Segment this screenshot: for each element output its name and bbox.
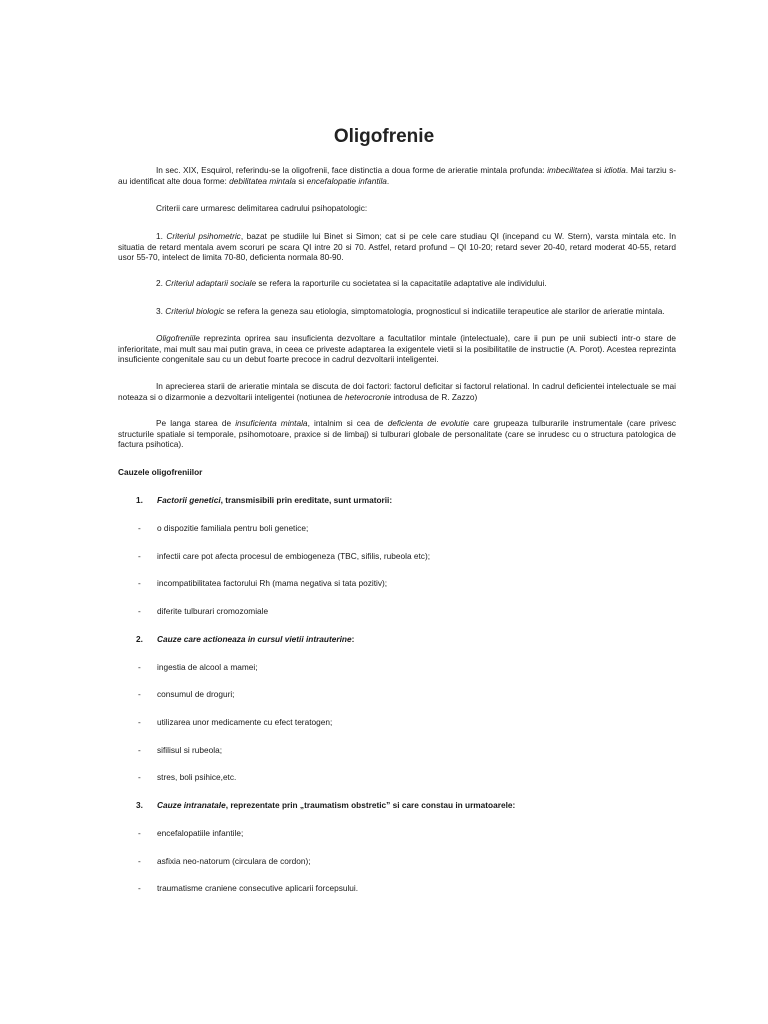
bullet-dash: - (138, 689, 141, 699)
text-italic: Cauze intranatale (157, 800, 226, 810)
text: , transmisibili prin ereditate, sunt urmatorii: (220, 495, 393, 505)
text: 1. (156, 231, 167, 241)
text: 2. (156, 278, 166, 288)
section-title (157, 495, 392, 505)
list-item: utilizarea unor medicamente cu efect teratogen; (157, 717, 333, 727)
bullet-dash: - (138, 717, 141, 727)
list-item: incompatibilitatea factorului Rh (mama negativa si tata pozitiv); (157, 578, 388, 588)
section-number: 3. (136, 800, 143, 810)
text-italic: debilitatea mintala (229, 175, 297, 186)
criterion-2 (118, 278, 676, 289)
text-italic: heterocronie (344, 391, 392, 402)
criterii-intro (118, 203, 676, 214)
text: 3. (156, 306, 166, 316)
text: : (351, 634, 355, 644)
text-italic: insuficienta mintala (235, 418, 308, 428)
bullet-dash: - (138, 856, 141, 866)
text: care grupeaza tulburarile instrumentale (care privesc structurile spatiale si temporale, psihomotoare, praxice si de limbaj) si tulburari globale de personalitate (care se inrudesc cu o structura patologica de factura psihotica). (118, 418, 676, 450)
text-italic: Oligofreniile (156, 333, 200, 343)
text: In aprecierea starii de arieratie mintala se discuta de doi factori: factorul deficitar si factorul relational. In cadrul deficientei intelectuale se mai noteaza si o dizarmonie a dezvoltarii inteligentei (notiunea de (118, 381, 676, 402)
list-item: encefalopatiile infantile; (157, 828, 244, 838)
bullet-dash: - (138, 523, 141, 533)
list-item: ingestia de alcool a mamei; (157, 662, 258, 672)
section-number: 2. (136, 634, 143, 644)
bullet-dash: - (138, 551, 141, 561)
text: , reprezentate prin „traumatism obstretic” si care constau in urmatoarele: (225, 800, 516, 810)
list-item: infectii care pot afecta procesul de embiogeneza (TBC, sifilis, rubeola etc); (157, 551, 431, 561)
text-italic: Criteriul psihometric (166, 231, 241, 241)
text: , bazat pe studiile lui Binet si Simon; cat si pe cele care studiau QI (incepand cu W. Stern), varsta mintala etc. In situatia de retard mentala avem scoruri pe scara QI intre 20 si 70. Astfel, retard profund – QI 10-20; retard sever 20-40, retard moderat 40-55, retard usor 55-70, intelect de limita 70-80, deficienta normala 80-90. (118, 231, 676, 263)
text: Criterii care urmaresc delimitarea cadrului psihopatologic: (156, 203, 368, 213)
bullet-dash: - (138, 606, 141, 616)
section-title (157, 634, 354, 644)
text-italic: Criteriul biologic (165, 306, 225, 316)
bullet-dash: - (138, 883, 141, 893)
text-italic: idiotia (604, 165, 626, 175)
text: . Mai tarziu s-au identificat alte doua forme: (118, 165, 676, 186)
bullet-dash: - (138, 578, 141, 588)
text: Pe langa starea de (156, 418, 236, 428)
list-item: stres, boli psihice,etc. (157, 772, 237, 782)
intro-paragraph (118, 165, 676, 186)
list-item: asfixia neo-natorum (circulara de cordon); (157, 856, 311, 866)
text-italic: Cauze care actioneaza in cursul vietii intrauterine (157, 634, 352, 644)
list-item: diferite tulburari cromozomiale (157, 606, 269, 616)
bullet-dash: - (138, 745, 141, 755)
list-item: consumul de droguri; (157, 689, 235, 699)
definition-paragraph (118, 333, 676, 365)
criterion-1 (118, 231, 676, 263)
text: , intalnim si cea de (307, 418, 388, 428)
bullet-dash: - (138, 828, 141, 838)
section-number: 1. (136, 495, 143, 505)
text-italic: imbecilitatea (547, 165, 594, 175)
section-heading: Cauzele oligofreniilor (118, 467, 203, 477)
criterion-3 (118, 306, 676, 317)
pe-langa-paragraph (118, 418, 676, 450)
text-italic: encefalopatie infantila (306, 175, 387, 186)
text: si (593, 165, 605, 175)
text: introdusa de R. Zazzo) (391, 391, 478, 402)
bullet-dash: - (138, 772, 141, 782)
text: si (296, 175, 307, 186)
text: se refera la raporturile cu societatea si la capacitatile adaptative ale individului. (256, 278, 547, 288)
text: se refera la geneza sau etiologia, simptomatologia, prognosticul si indicatiile terapeutice ale starilor de arieratie mintala. (224, 306, 665, 316)
text-italic: deficienta de evolutie (387, 418, 470, 428)
page-title: Oligofrenie (333, 126, 435, 147)
text: reprezinta oprirea sau insuficienta dezvoltare a facultatilor mintale (intelectuale), care ii pun pe unii subiecti intr-o stare de inferioritate, mai mult sau mai putin grava, in ceea ce priveste adaptarea la exigentele vietii si la posibilitatile de instructie (A. Porot). Acestea reprezinta insuficiente congenitale sau cu un debut foarte precoce in cadrul dezvoltarii inteligentei. (118, 333, 676, 365)
bullet-dash: - (138, 662, 141, 672)
section-title (157, 800, 515, 810)
list-item: o dispozitie familiala pentru boli genetice; (157, 523, 309, 533)
text-italic: Criteriul adaptarii sociale (165, 278, 257, 288)
aprecierea-paragraph (118, 381, 676, 402)
list-item: traumatisme craniene consecutive aplicarii forcepsului. (157, 883, 359, 893)
text: In sec. XIX, Esquirol, referindu-se la oligofrenii, face distinctia a doua forme de arieratie mintala profunda: (156, 165, 548, 175)
list-item: sifilisul si rubeola; (157, 745, 223, 755)
text: . (386, 175, 390, 186)
text-italic: Factorii genetici (157, 495, 221, 505)
